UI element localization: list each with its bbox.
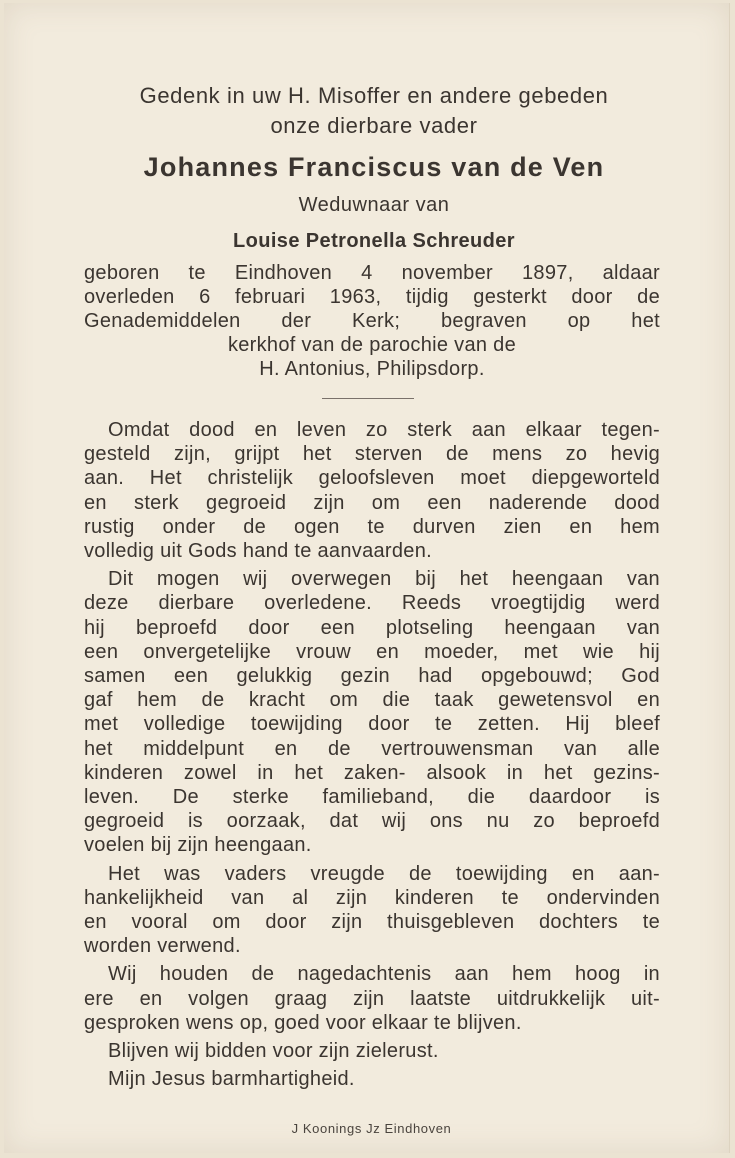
divider-rule: [322, 398, 414, 399]
dear-father-line: onze dierbare vader: [270, 113, 478, 138]
life-dates-block: [84, 261, 660, 381]
text-line: hankelijkheid van al zijn kinderen te ondervinden: [84, 886, 660, 909]
text-line: en sterk gegroeid zijn om een naderende dood: [84, 491, 660, 514]
wife-name: Louise Petronella Schreuder: [233, 230, 515, 252]
text-line: gesproken wens op, goed voor elkaar te blijven.: [84, 1011, 522, 1034]
text-line: en vooral om door zijn thuisgebleven dochters te: [84, 911, 660, 934]
dates-line: geboren te Eindhoven 4 november 1897, aldaar: [84, 262, 660, 284]
text-line: rustig onder de ogen te durven zien en hem: [84, 515, 660, 538]
text-line: kinderen zowel in het zaken- alsook in het gezins-: [84, 761, 660, 784]
text-line: voelen bij zijn heengaan.: [84, 834, 312, 857]
text-line: gaf hem de kracht om die taak gewetensvol en: [84, 689, 660, 712]
text-line: met volledige toewijding door te zetten. Hij bleef: [84, 713, 660, 736]
text-line: gesteld zijn, grijpt het sterven de mens zo hevig: [84, 443, 660, 466]
text-line: deze dierbare overledene. Reeds vroegtijdig werd: [84, 592, 660, 615]
text-line: leven. De sterke familieband, die daardoor is: [84, 786, 660, 809]
dates-line: Genademiddelen der Kerk; begraven op het: [84, 310, 660, 332]
dates-line: kerkhof van de parochie van de: [227, 334, 517, 356]
memorial-text: [84, 418, 660, 1091]
deceased-name: Johannes Franciscus van de Ven: [143, 152, 605, 182]
text-line: hij beproefd door een plotseling heengaan van: [84, 616, 660, 639]
text-line: Blijven wij bidden voor zijn zielerust.: [108, 1040, 439, 1063]
text-line: een onvergetelijke vrouw en moeder, met wie hij: [84, 640, 660, 663]
text-line: volledig uit Gods hand te aanvaarden.: [84, 540, 433, 563]
text-line: worden verwend.: [84, 935, 241, 958]
widower-label: Weduwnaar van: [298, 194, 450, 216]
prayer-request-line: Gedenk in uw H. Misoffer en andere gebeden: [139, 83, 609, 108]
text-line: Wij houden de nagedachtenis aan hem hoog in: [108, 963, 660, 986]
text-line: Het was vaders vreugde de toewijding en aan-: [108, 862, 660, 885]
text-line: gegroeid is oorzaak, dat wij ons nu zo beproefd: [84, 810, 660, 833]
dates-line: overleden 6 februari 1963, tijdig gesterkt door de: [84, 286, 660, 308]
memorial-card: [4, 3, 730, 1153]
text-line: ere en volgen graag zijn laatste uitdrukkelijk uit-: [84, 987, 660, 1010]
text-line: Mijn Jesus barmhartigheid.: [108, 1068, 355, 1091]
text-line: aan. Het christelijk geloofsleven moet diepgeworteld: [84, 467, 660, 490]
text-line: Dit mogen wij overwegen bij het heengaan van: [108, 568, 660, 591]
text-line: het middelpunt en de vertrouwensman van alle: [84, 737, 660, 760]
dates-line: H. Antonius, Philipsdorp.: [259, 358, 485, 380]
card-header: [64, 81, 684, 255]
text-line: samen een gelukkig gezin had opgebouwd; God: [84, 665, 660, 688]
printer-imprint: J Koonings Jz Eindhoven: [291, 1121, 452, 1136]
text-line: Omdat dood en leven zo sterk aan elkaar tegen-: [108, 419, 660, 441]
